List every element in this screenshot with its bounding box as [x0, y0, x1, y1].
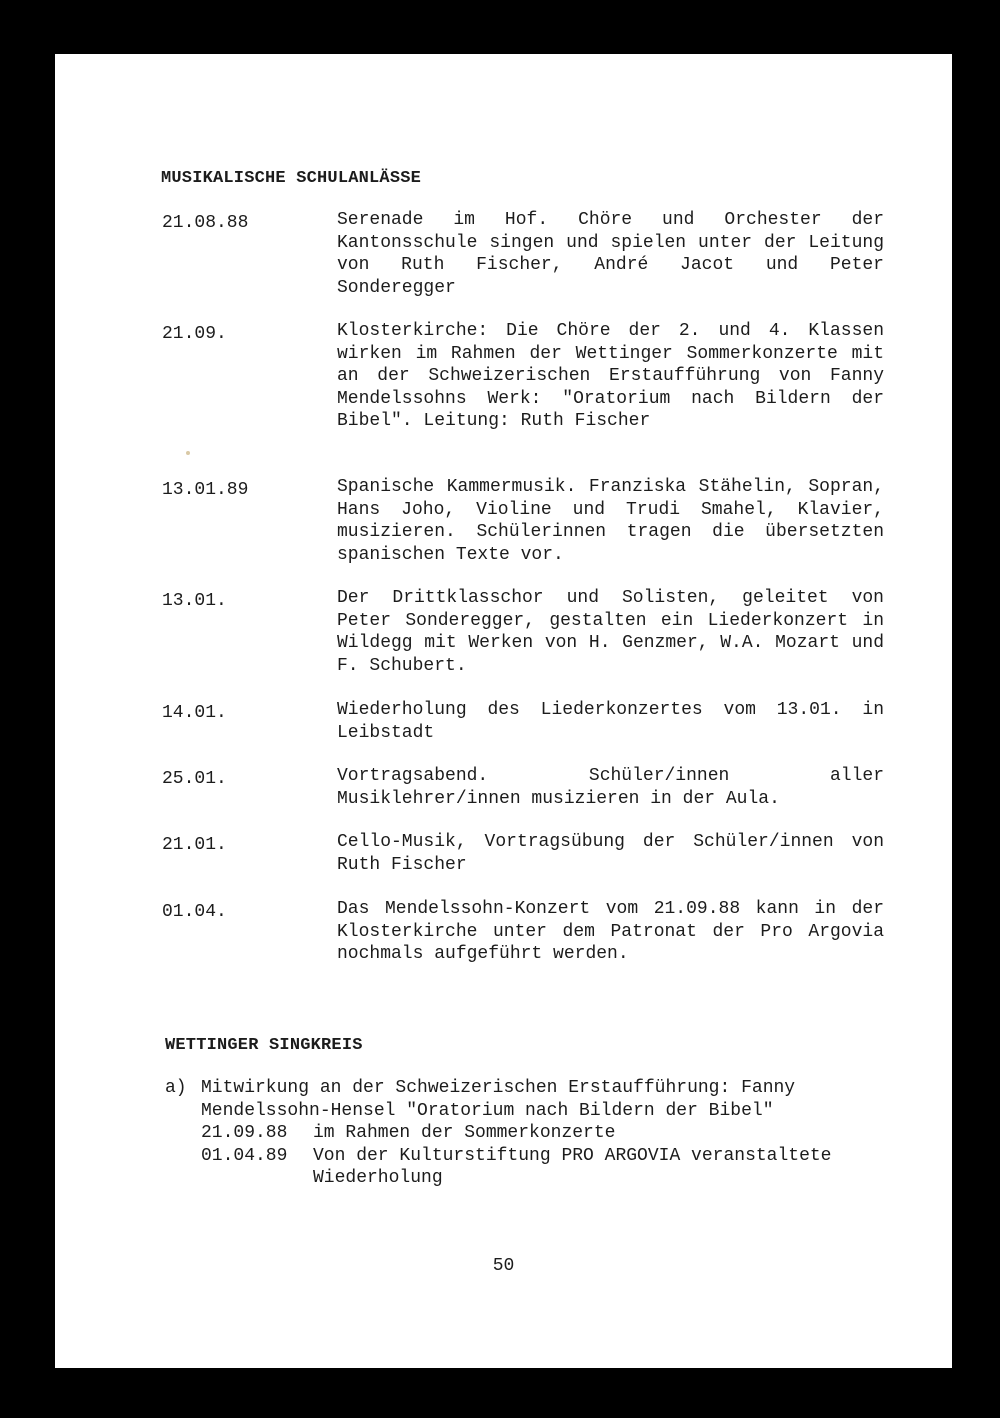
entry-date: 21.01. — [162, 835, 227, 855]
entry-text: Spanische Kammermusik. Franziska Stähelin, Sopran, Hans Joho, Violine und Trudi Smahel, Klavier, musizieren. Schülerinnen tragen die übersetzten spanischen Texte vor. — [337, 477, 884, 565]
performance-text: im Rahmen der Sommerkonzerte — [313, 1123, 616, 1143]
entry-text: Vortragsabend. Schüler/innen aller Musiklehrer/innen musizieren in der Aula. — [337, 766, 884, 809]
section-heading-musikalische-schulanlaesse: MUSIKALISCHE SCHULANLÄSSE — [161, 169, 422, 188]
list-item-text: Mitwirkung an der Schweizerischen Erstaufführung: Fanny Mendelssohn-Hensel "Oratorium nach Bildern der Bibel" — [201, 1078, 796, 1121]
section-heading-wettinger-singkreis: WETTINGER SINGKREIS — [165, 1036, 363, 1055]
performance-date: 21.09.88 — [201, 1123, 288, 1143]
entry-date: 14.01. — [162, 703, 227, 723]
singkreis-list — [165, 1077, 890, 1190]
entry-text: Klosterkirche: Die Chöre der 2. und 4. Klassen wirken im Rahmen der Wettinger Sommerkonzerte mit an der Schweizerischen Erstaufführung von Fanny Mendelssohns Werk: "Oratorium nach Bildern der Bibel". Leitung: Ruth Fischer — [337, 321, 884, 431]
entry-text: Serenade im Hof. Chöre und Orchester der Kantonsschule singen und spielen unter der Leitung von Ruth Fischer, André Jacot und Peter Sonderegger — [337, 210, 884, 298]
entry-date: 25.01. — [162, 769, 227, 789]
document-page — [55, 54, 952, 1368]
entry-text: Cello-Musik, Vortragsübung der Schüler/innen von Ruth Fischer — [337, 832, 884, 875]
performance-row — [165, 1122, 890, 1145]
entry-date: 13.01.89 — [162, 480, 249, 500]
list-marker: a) — [165, 1078, 187, 1098]
performance-text: Von der Kulturstiftung PRO ARGOVIA veranstaltete Wiederholung — [313, 1145, 832, 1188]
entry-date: 13.01. — [162, 591, 227, 611]
performance-row — [165, 1145, 890, 1190]
performance-date: 01.04.89 — [201, 1145, 288, 1166]
paper-speck — [186, 451, 190, 455]
entry-date: 01.04. — [162, 902, 227, 922]
entry-text: Wiederholung des Liederkonzertes vom 13.01. in Leibstadt — [337, 700, 884, 743]
list-item — [165, 1077, 890, 1122]
page-number: 50 — [492, 1256, 515, 1276]
entry-date: 21.08.88 — [162, 213, 249, 233]
entry-text: Der Drittklasschor und Solisten, geleitet von Peter Sonderegger, gestalten ein Liederkonzert in Wildegg mit Werken von H. Genzmer, W.A. Mozart und F. Schubert. — [337, 588, 884, 676]
entry-date: 21.09. — [162, 324, 227, 344]
entry-text: Das Mendelssohn-Konzert vom 21.09.88 kann in der Klosterkirche unter dem Patronat der Pro Argovia nochmals aufgeführt werden. — [337, 899, 884, 964]
